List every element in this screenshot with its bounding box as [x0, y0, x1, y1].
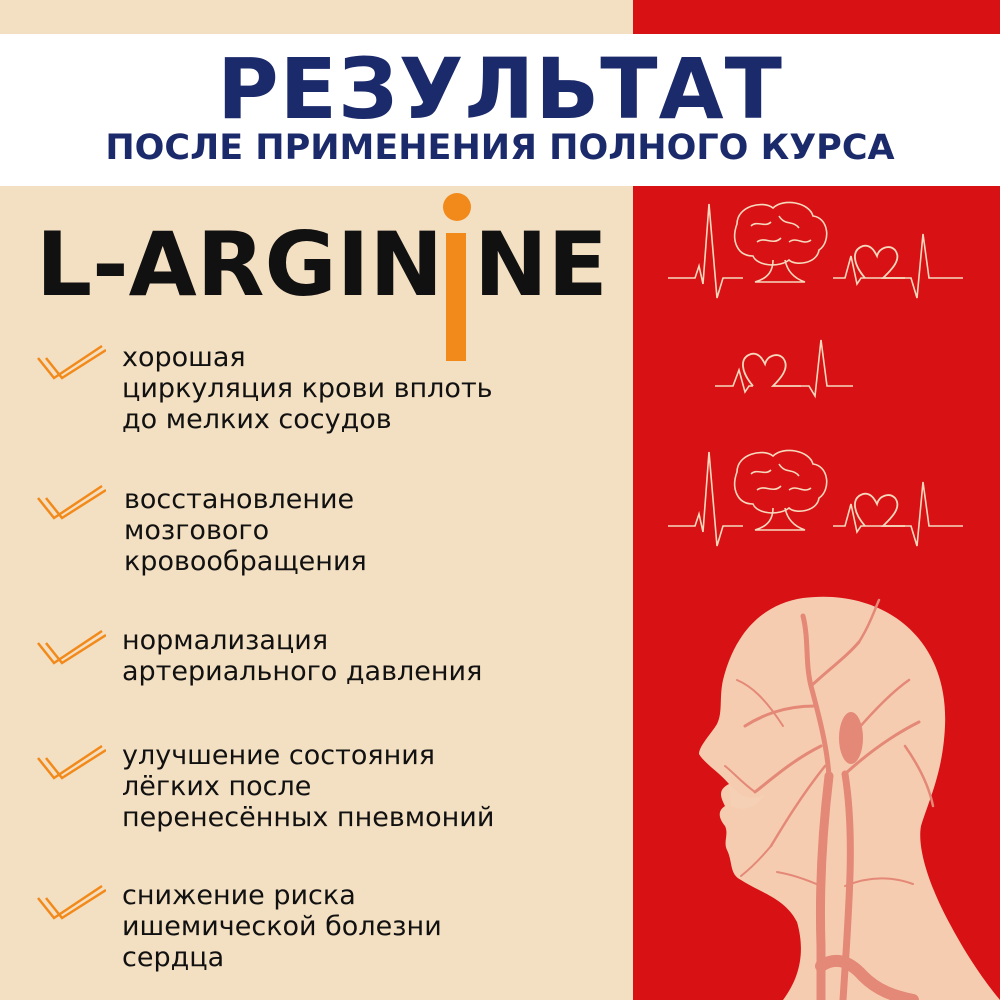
heartbeat-line-icon — [668, 452, 963, 546]
benefit-text: улучшение состояния лёгких после перенесённых пневмоний — [122, 740, 495, 833]
benefit-text: нормализация артериального давления — [122, 625, 483, 687]
product-name-part2: NE — [474, 213, 608, 316]
heartbeat-line-icon — [668, 204, 963, 298]
brain-icon — [735, 202, 827, 282]
heart-icon — [855, 494, 905, 526]
brain-icon — [735, 450, 827, 530]
medical-illustration — [633, 186, 1000, 1000]
benefit-text: восстановление мозгового кровообращения — [124, 484, 367, 577]
letter-i-dot — [443, 193, 471, 221]
product-name-part1: L-ARGIN — [36, 213, 444, 316]
heart-icon — [743, 354, 801, 386]
benefit-text: хорошая циркуляция крови вплоть до мелких сосудов — [122, 342, 493, 435]
check-icon — [36, 884, 106, 924]
check-icon — [36, 484, 106, 524]
page-title: РЕЗУЛЬТАТ — [217, 40, 783, 138]
benefit-text: снижение риска ишемической болезни сердца — [122, 880, 442, 973]
heart-icon — [855, 246, 905, 278]
page-subtitle: ПОСЛЕ ПРИМЕНЕНИЯ ПОЛНОГО КУРСА — [105, 128, 895, 168]
check-icon — [36, 744, 106, 784]
check-icon — [36, 629, 106, 669]
check-icon — [36, 344, 106, 384]
product-name — [36, 215, 626, 325]
heartbeat-line-icon — [715, 340, 853, 396]
head-blood-vessels-icon — [699, 597, 1000, 1000]
